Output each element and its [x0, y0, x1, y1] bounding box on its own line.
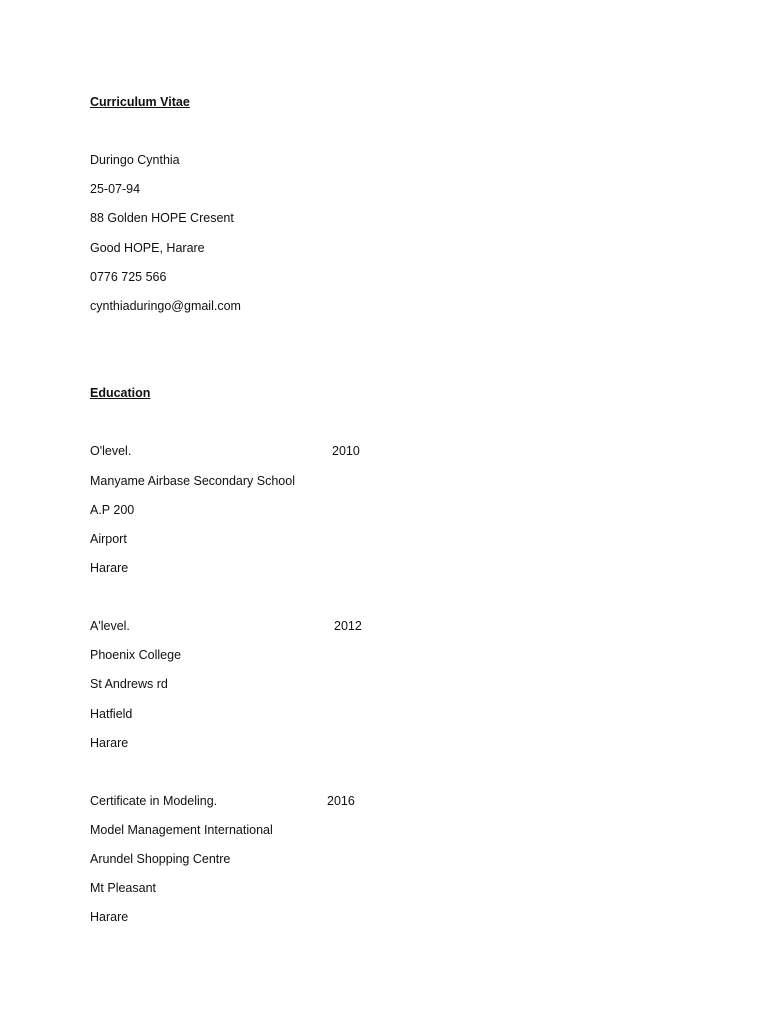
date-of-birth: 25-07-94	[90, 182, 141, 196]
institution-line: Harare	[90, 561, 129, 575]
education-heading: Education	[90, 386, 151, 400]
document-title: Curriculum Vitae	[90, 95, 190, 109]
institution-line: A.P 200	[90, 503, 135, 517]
year-modeling-certificate: 2016	[327, 794, 355, 808]
institution-line: Hatfield	[90, 707, 133, 721]
institution-line: Model Management International	[90, 823, 273, 837]
institution-line: Harare	[90, 736, 129, 750]
year-alevel: 2012	[334, 619, 362, 633]
email-address: cynthiaduringo@gmail.com	[90, 299, 241, 313]
institution-line: Phoenix College	[90, 648, 182, 662]
institution-line: Airport	[90, 532, 127, 546]
address-line-1: 88 Golden HOPE Cresent	[90, 211, 234, 225]
institution-line: Manyame Airbase Secondary School	[90, 474, 295, 488]
institution-line: St Andrews rd	[90, 677, 168, 691]
qualification-alevel: A'level.	[90, 619, 130, 633]
institution-line: Arundel Shopping Centre	[90, 852, 231, 866]
qualification-olevel: O'level.	[90, 444, 132, 458]
institution-line: Harare	[90, 910, 129, 924]
address-line-2: Good HOPE, Harare	[90, 241, 205, 255]
year-olevel: 2010	[332, 444, 360, 458]
phone-number: 0776 725 566	[90, 270, 167, 284]
name: Duringo Cynthia	[90, 153, 180, 167]
qualification-modeling-certificate: Certificate in Modeling.	[90, 794, 218, 808]
institution-line: Mt Pleasant	[90, 881, 157, 895]
